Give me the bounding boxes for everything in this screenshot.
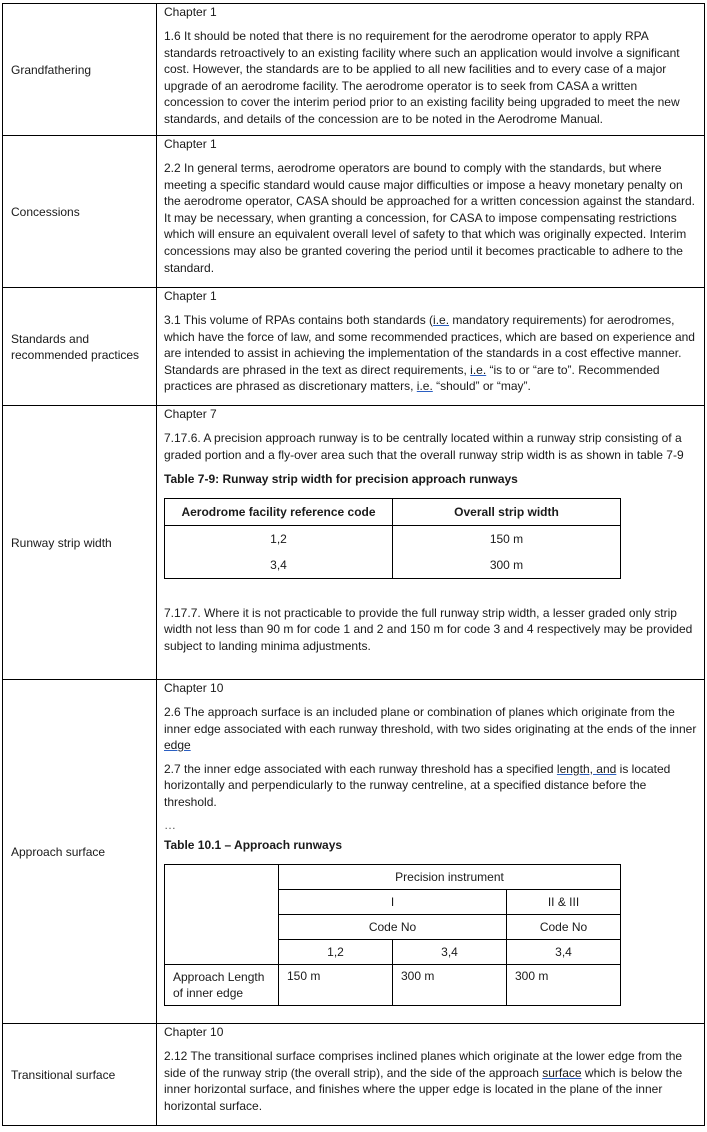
cell-value: 1,2 [270, 531, 287, 546]
underlined-term: surface [542, 1065, 582, 1080]
code-header: Code No [279, 914, 507, 939]
table-caption: Table 7-9: Runway strip width for precision approach runways [164, 472, 518, 487]
content-cell [157, 1024, 705, 1126]
table-row [3, 406, 705, 680]
topic-cell [3, 406, 157, 680]
paragraph [164, 1048, 698, 1114]
content-cell [157, 136, 705, 288]
table-cell: 300 m [507, 964, 621, 1005]
table-cell: 150 m [279, 964, 393, 1005]
text-run: 2.6 The approach surface is an included plane or combination of planes which originate from the inner edge associated with each runway threshold, with two sides originating at the ends of the inner [164, 705, 697, 736]
content-cell [157, 680, 705, 1024]
table-row [3, 288, 705, 406]
cell-value: 300 m [489, 557, 524, 572]
table-row [3, 136, 705, 288]
empty-header-cell [165, 864, 279, 964]
group-header: Precision instrument [279, 864, 621, 889]
cell-value: 150 m [489, 531, 524, 546]
text-run: “is to or “are to”. Recommended practices are phrased as discretionary matters, [164, 362, 660, 394]
ellipsis: … [164, 817, 176, 832]
paragraph: 2.2 In general terms, aerodrome operators are bound to comply with the standards, but where meeting a specific standard would cause major difficulties or impose a heavy monetary penalty on the aerodrome operator, CASA should be approached for a written concession against the standard. It may be necessary, when granting a concession, for CASA to impose compensating restrictions which will ensure an equivalent overall level of safety to that which was originally expected. Interim concessions may also be granted covering the period until it becomes practicable to adhere to the standard. [164, 161, 695, 275]
code-header: Code No [507, 914, 621, 939]
topic-label: Grandfathering [11, 62, 92, 77]
paragraph: 7.17.6. A precision approach runway is to be centrally located within a runway strip consisting of a graded portion and a fly-over area such that the overall runway strip width is as shown in table 7-9 [164, 431, 684, 462]
topic-cell [3, 136, 157, 288]
topic-label: Approach surface [11, 844, 106, 859]
topic-cell [3, 4, 157, 136]
table-cell [165, 525, 393, 578]
content-cell [157, 4, 705, 136]
category-header: II & III [507, 889, 621, 914]
chapter-label: Chapter 1 [164, 5, 217, 19]
code-value: 3,4 [393, 939, 507, 964]
column-header: Aerodrome facility reference code [165, 498, 393, 525]
paragraph [164, 761, 698, 811]
paragraph: 1.6 It should be noted that there is no requirement for the aerodrome operator to apply RPA standards retroactively to an existing facility where such an application would involve a significant cost. However, the standards are to be applied to all new facilities and to every case of a major upgrade of an aerodrome facility. The aerodrome operator is to seek from CASA a written concession to cover the interim period prior to an existing facility being upgraded to meet the new standards, and details of the concession are to be noted in the Aerodrome Manual. [164, 29, 680, 126]
text-run: is located horizontally and perpendicularly to the runway centreline, at a specified distance before the threshold. [164, 761, 671, 809]
topic-label: Standards and recommended practices [11, 331, 140, 362]
table-cell: 300 m [393, 964, 507, 1005]
runway-strip-width-table [164, 498, 621, 579]
underlined-term: edge [164, 738, 191, 753]
cell-value: 3,4 [270, 557, 287, 572]
code-value: 1,2 [279, 939, 393, 964]
chapter-label: Chapter 10 [164, 1025, 224, 1039]
text-run: 2.7 the inner edge associated with each runway threshold has a specified [164, 761, 557, 776]
underlined-term: i.e. [470, 362, 487, 377]
content-cell [157, 406, 705, 680]
approach-runways-table [164, 864, 621, 1006]
topic-cell [3, 680, 157, 1024]
underlined-term: i.e. [416, 379, 433, 394]
code-value: 3,4 [507, 939, 621, 964]
topic-cell [3, 1024, 157, 1126]
text-run: which is below the inner horizontal surface, and finishes where the upper edge is located in the plane of the inner horizontal surface. [164, 1065, 683, 1113]
paragraph: 7.17.7. Where it is not practicable to provide the full runway strip width, a lesser graded only strip width not less than 90 m for code 1 and 2 and 150 m for code 3 and 4 respectively may be provided subject to landing minima adjustments. [164, 605, 693, 653]
text-run: “should” or “may”. [432, 379, 531, 394]
underlined-term: length, and [556, 761, 617, 776]
paragraph [164, 312, 698, 395]
column-header: Overall strip width [393, 498, 621, 525]
table-row [3, 4, 705, 136]
table-row [3, 1024, 705, 1126]
chapter-label: Chapter 7 [164, 407, 217, 421]
chapter-label: Chapter 1 [164, 137, 217, 151]
topic-label: Runway strip width [11, 535, 112, 550]
topic-label: Concessions [11, 204, 80, 219]
category-header: I [279, 889, 507, 914]
text-run: mandatory requirements) for aerodromes, which have the force of law, and some recommended practices, which are based on experience and are intended to assist in achieving the implementation of the standards in a cost effective manner. Standards are phrased in the text as direct requirements, [164, 313, 695, 377]
table-row [3, 680, 705, 1024]
chapter-label: Chapter 10 [164, 681, 224, 695]
table-cell [393, 525, 621, 578]
regulations-table [2, 3, 705, 1126]
table-caption: Table 10.1 – Approach runways [164, 838, 343, 853]
chapter-label: Chapter 1 [164, 289, 217, 303]
text-run: 2.12 The transitional surface comprises inclined planes which originate at the lower edge from the side of the runway strip (the overall strip), and the side of the approach [164, 1049, 683, 1080]
content-cell [157, 288, 705, 406]
topic-cell [3, 288, 157, 406]
topic-label: Transitional surface [11, 1067, 116, 1082]
underlined-term: i.e. [433, 313, 450, 327]
paragraph [164, 704, 698, 754]
row-label: Approach Length of inner edge [165, 964, 279, 1005]
text-run: 3.1 This volume of RPAs contains both standards ( [164, 313, 434, 327]
